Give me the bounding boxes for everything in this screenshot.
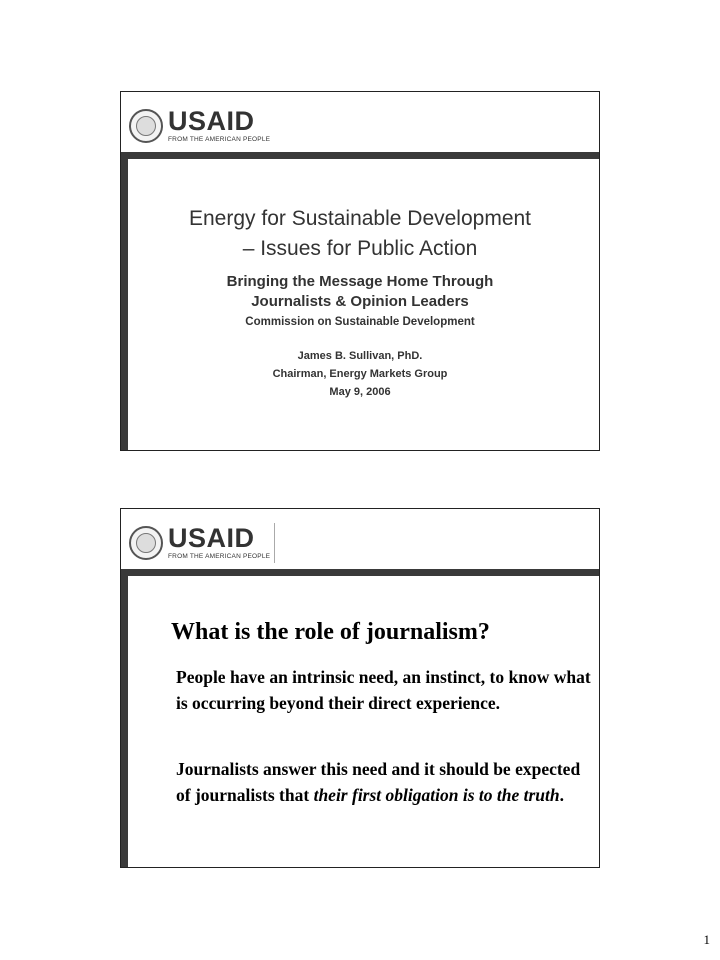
header-bar	[121, 569, 599, 576]
page-number: 1	[703, 932, 710, 947]
side-bar	[121, 569, 128, 867]
paragraph-1: People have an intrinsic need, an instinct, to know what is occurring beyond their direct experience.	[176, 667, 591, 713]
slide-1	[120, 91, 600, 451]
slide-title: What is the role of journalism?	[171, 619, 490, 645]
author-role: Chairman, Energy Markets Group	[272, 368, 448, 380]
emphasis-text: their first obligation is to the truth	[313, 785, 560, 805]
logo-name: USAID	[168, 106, 255, 137]
logo-tagline: FROM THE AMERICAN PEOPLE	[168, 136, 271, 144]
presentation-date: May 9, 2006	[329, 386, 391, 398]
author-name: James B. Sullivan, PhD.	[297, 350, 423, 362]
logo-tagline: FROM THE AMERICAN PEOPLE	[168, 553, 271, 561]
usaid-logo	[129, 517, 275, 569]
paragraph-2: Journalists answer this need and it should be expected of journalists that their first obligation is to the truth.	[176, 759, 581, 805]
commission-name: Commission on Sustainable Development	[245, 316, 475, 328]
usaid-logo	[129, 100, 270, 152]
slide-subtitle: Bringing the Message Home Through Journalists & Opinion Leaders	[226, 273, 494, 310]
usaid-seal-icon	[129, 526, 163, 560]
header-bar	[121, 152, 599, 159]
usaid-seal-icon	[129, 109, 163, 143]
slide-title: Energy for Sustainable Development – Issues for Public Action	[188, 207, 532, 260]
logo-divider	[274, 523, 275, 563]
logo-name: USAID	[168, 523, 255, 554]
side-bar	[121, 152, 128, 450]
slide-2	[120, 508, 600, 868]
